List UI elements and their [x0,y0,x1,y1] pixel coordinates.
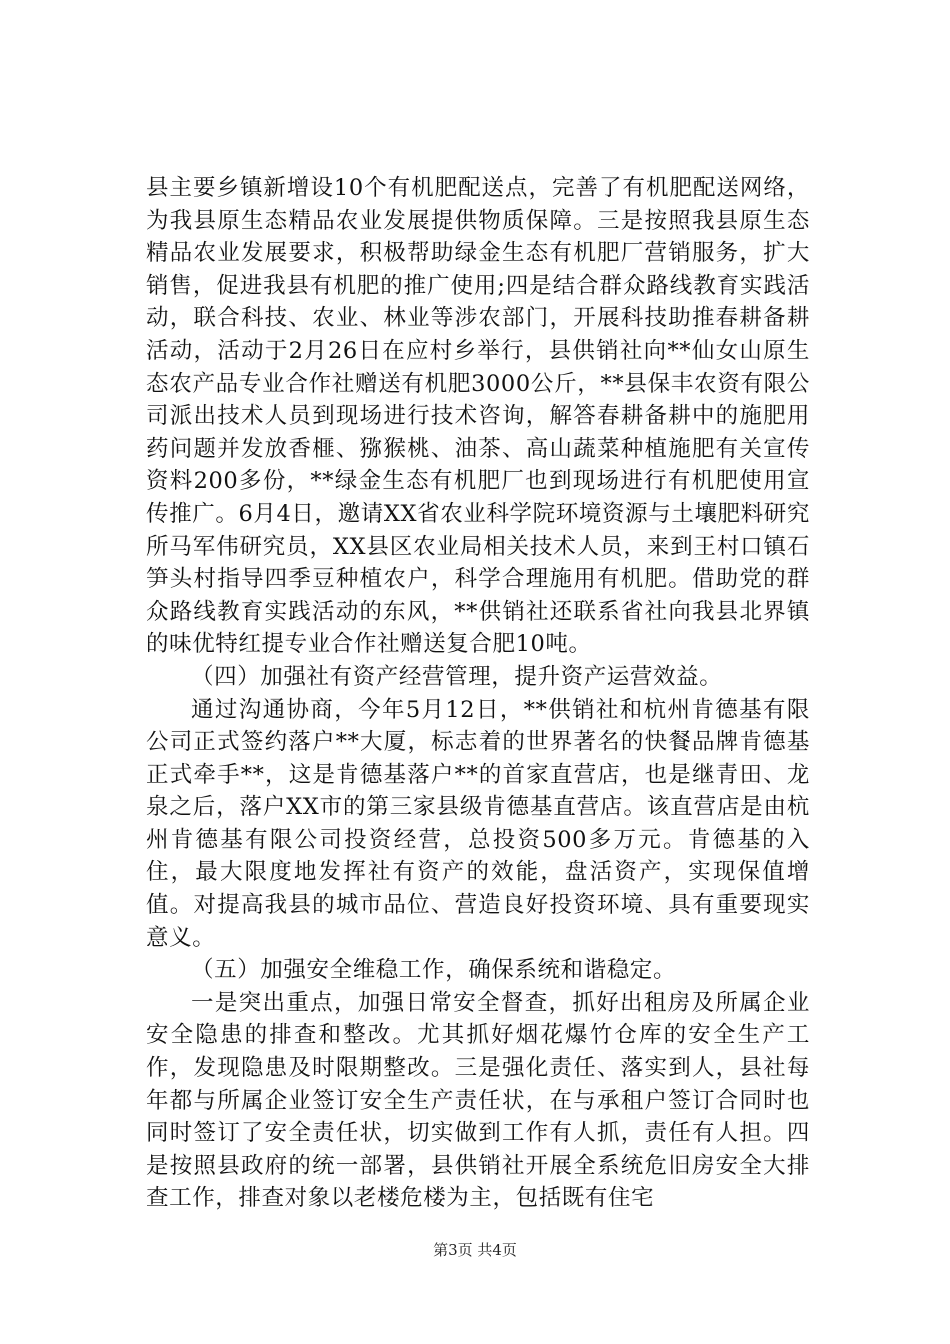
page-number-footer: 第3页 共4页 [433,1241,517,1259]
document-body [146,172,810,1215]
paragraph-fertilizer-network: 县主要乡镇新增设10个有机肥配送点，完善了有机肥配送网络，为我县原生态精品农业发展提供物质保障。三是按照我县原生态精品农业发展要求，积极帮助绿金生态有机肥厂营销服务，扩大销售，促进我县有机肥的推广使用;四是结合群众路线教育实践活动，联合科技、农业、林业等涉农部门，开展科技助推春耕备耕活动，活动于2月26日在应村乡举行，县供销社向**仙女山原生态农产品专业合作社赠送有机肥3000公斤，**县保丰农资有限公司派出技术人员到现场进行技术咨询，解答春耕备耕中的施肥用药问题并发放香榧、猕猴桃、油茶、高山蔬菜种植施肥有关宣传资料200多份，**绿金生态有机肥厂也到现场进行有机肥使用宣传推广。6月4日，邀请XX省农业科学院环境资源与土壤肥料研究所马军伟研究员，XX县区农业局相关技术人员，来到王村口镇石笋头村指导四季豆种植农户，科学合理施用有机肥。借助党的群众路线教育实践活动的东风，**供销社还联系省社向我县北界镇的味优特红提专业合作社赠送复合肥10吨。 [146,175,810,658]
section-heading-safety-stability: （五）加强安全维稳工作，确保系统和谐稳定。 [191,957,677,984]
section-heading-asset-management: （四）加强社有资产经营管理，提升资产运营效益。 [191,663,723,690]
paragraph-kfc-agreement: 通过沟通协商，今年5月12日，**供销社和杭州肯德基有限公司正式签约落户**大厦，标志着的世界著名的快餐品牌肯德基正式牵手**，这是肯德基落户**的首家直营店，也是继青田、龙泉之后，落户XX市的第三家县级肯德基直营店。该直营店是由杭州肯德基有限公司投资经营，总投资500多万元。肯德基的入住，最大限度地发挥社有资产的效能，盘活资产，实现保值增值。对提高我县的城市品位、营造良好投资环境、具有重要现实意义。 [146,696,810,951]
paragraph-safety-inspection: 一是突出重点，加强日常安全督查，抓好出租房及所属企业安全隐患的排查和整改。尤其抓好烟花爆竹仓库的安全生产工作，发现隐患及时限期整改。三是强化责任、落实到人，县社每年都与所属企业签订安全生产责任状，在与承租户签订合同时也同时签订了安全责任状，切实做到工作有人抓，责任有人担。四是按照县政府的统一部署，县供销社开展全系统危旧房安全大排查工作，排查对象以老楼危楼为主，包括既有住宅 [146,989,810,1212]
